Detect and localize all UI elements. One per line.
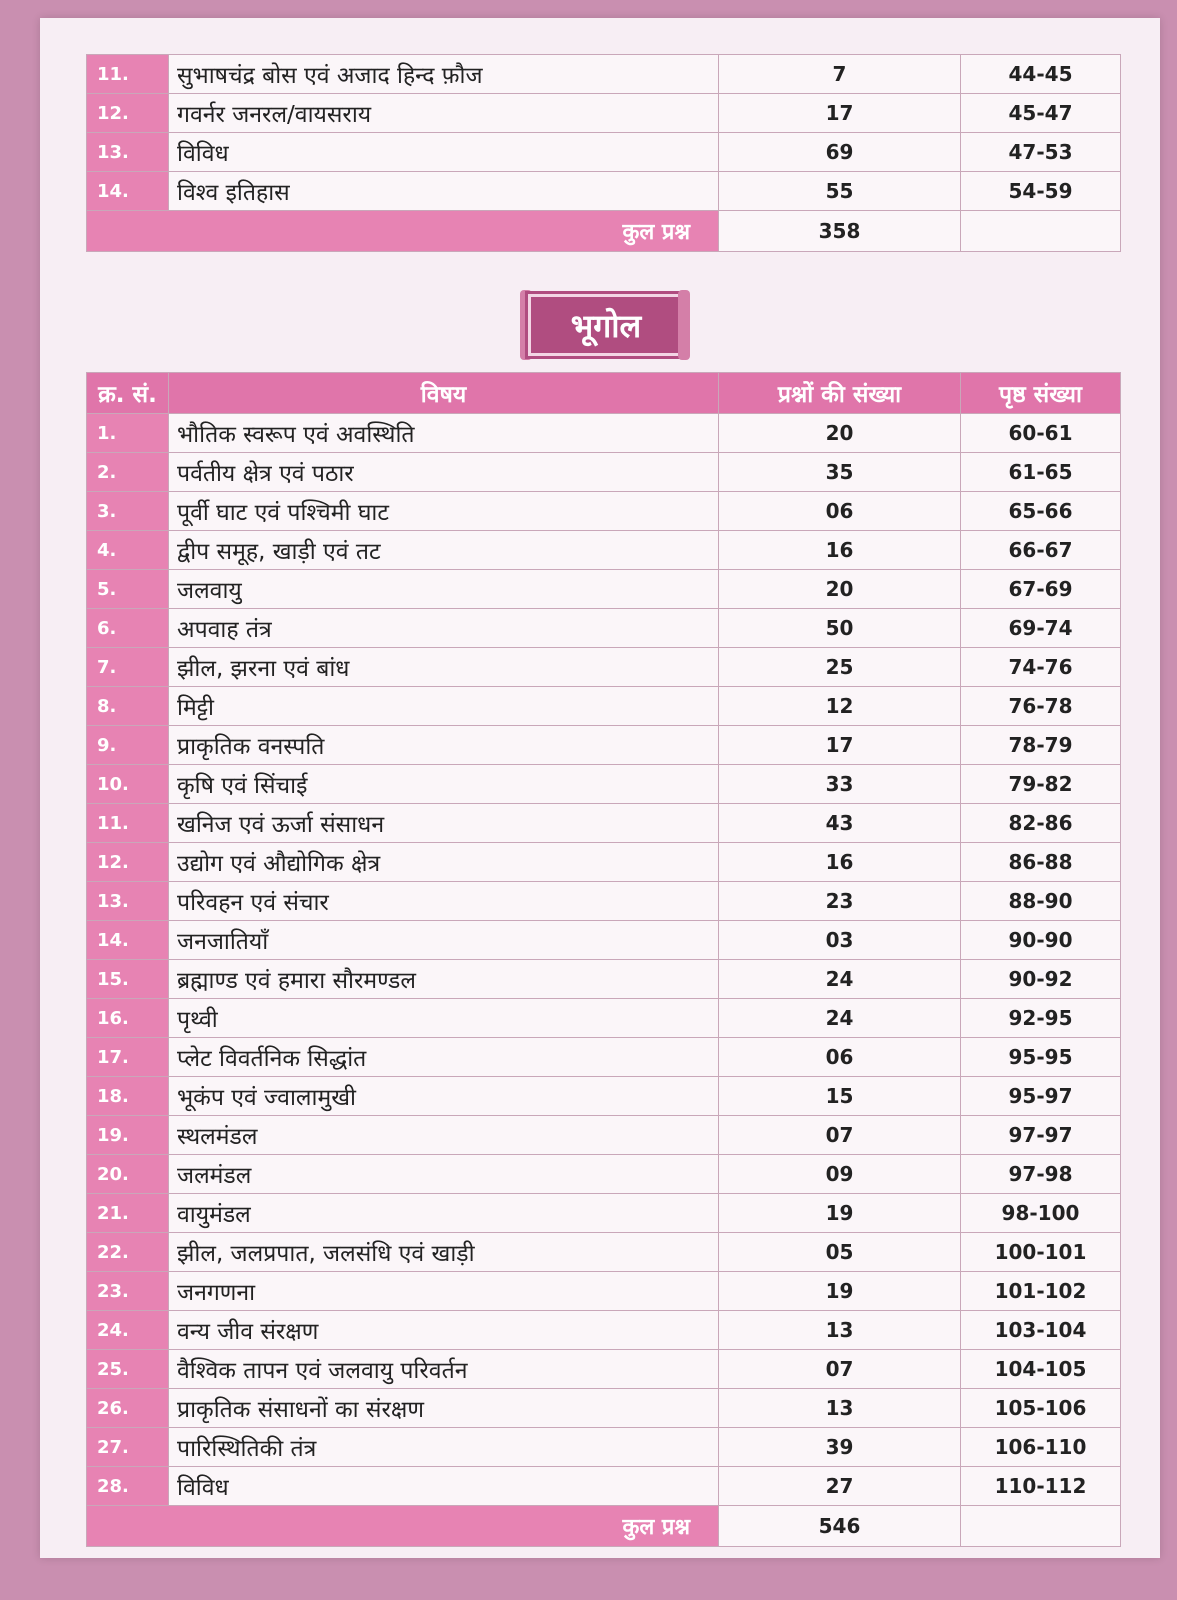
- question-count: 24: [719, 999, 961, 1038]
- subject: जलवायु: [169, 570, 719, 609]
- serial-no: 9.: [87, 726, 169, 765]
- geography-total-count: 546: [719, 1506, 961, 1547]
- page-range: 95-97: [961, 1077, 1121, 1116]
- page-range: 47-53: [961, 133, 1121, 172]
- subject: जनगणना: [169, 1272, 719, 1311]
- question-count: 23: [719, 882, 961, 921]
- table-row: [87, 1194, 1121, 1233]
- table-row: [87, 765, 1121, 804]
- page-range: 86-88: [961, 843, 1121, 882]
- serial-no: 24.: [87, 1311, 169, 1350]
- table-row: [87, 133, 1121, 172]
- serial-no: 21.: [87, 1194, 169, 1233]
- subject: विविध: [169, 1467, 719, 1506]
- subject: वायुमंडल: [169, 1194, 719, 1233]
- subject: भूकंप एवं ज्वालामुखी: [169, 1077, 719, 1116]
- page-range: 79-82: [961, 765, 1121, 804]
- page-range: 66-67: [961, 531, 1121, 570]
- question-count: 19: [719, 1194, 961, 1233]
- serial-no: 11.: [87, 55, 169, 94]
- question-count: 24: [719, 960, 961, 999]
- serial-no: 14.: [87, 921, 169, 960]
- question-count: 03: [719, 921, 961, 960]
- page-range: 54-59: [961, 172, 1121, 211]
- page-range: 60-61: [961, 414, 1121, 453]
- question-count: 15: [719, 1077, 961, 1116]
- page-range: 110-112: [961, 1467, 1121, 1506]
- page-range: 105-106: [961, 1389, 1121, 1428]
- history-table: [86, 54, 1121, 252]
- subject: वन्य जीव संरक्षण: [169, 1311, 719, 1350]
- question-count: 17: [719, 726, 961, 765]
- question-count: 27: [719, 1467, 961, 1506]
- subject: स्थलमंडल: [169, 1116, 719, 1155]
- header-page-number: पृष्ठ संख्या: [961, 373, 1121, 414]
- page-range: 95-95: [961, 1038, 1121, 1077]
- history-total-row: [87, 211, 1121, 252]
- page-range: 82-86: [961, 804, 1121, 843]
- question-count: 13: [719, 1311, 961, 1350]
- serial-no: 7.: [87, 648, 169, 687]
- serial-no: 13.: [87, 882, 169, 921]
- subject: झील, जलप्रपात, जलसंधि एवं खाड़ी: [169, 1233, 719, 1272]
- question-count: 16: [719, 531, 961, 570]
- page-range: 101-102: [961, 1272, 1121, 1311]
- subject: अपवाह तंत्र: [169, 609, 719, 648]
- subject: जलमंडल: [169, 1155, 719, 1194]
- scroll-right-ornament: [678, 290, 690, 360]
- subject: पूर्वी घाट एवं पश्चिमी घाट: [169, 492, 719, 531]
- page-range: 88-90: [961, 882, 1121, 921]
- page-range: 65-66: [961, 492, 1121, 531]
- subject: वैश्विक तापन एवं जलवायु परिवर्तन: [169, 1350, 719, 1389]
- table-row: [87, 453, 1121, 492]
- history-total-label: कुल प्रश्न: [622, 220, 690, 245]
- question-count: 69: [719, 133, 961, 172]
- page-range: 67-69: [961, 570, 1121, 609]
- table-row: [87, 1311, 1121, 1350]
- geography-table: [86, 372, 1121, 1547]
- subject: जनजातियाँ: [169, 921, 719, 960]
- subject: पर्वतीय क्षेत्र एवं पठार: [169, 453, 719, 492]
- serial-no: 5.: [87, 570, 169, 609]
- serial-no: 27.: [87, 1428, 169, 1467]
- table-row: [87, 921, 1121, 960]
- table-row: [87, 1467, 1121, 1506]
- serial-no: 19.: [87, 1116, 169, 1155]
- page-range: 76-78: [961, 687, 1121, 726]
- question-count: 35: [719, 453, 961, 492]
- subject: गवर्नर जनरल/वायसराय: [169, 94, 719, 133]
- table-row: [87, 843, 1121, 882]
- subject: प्राकृतिक वनस्पति: [169, 726, 719, 765]
- subject: पारिस्थितिकी तंत्र: [169, 1428, 719, 1467]
- page-range: 103-104: [961, 1311, 1121, 1350]
- page-range: 78-79: [961, 726, 1121, 765]
- serial-no: 20.: [87, 1155, 169, 1194]
- subject: उद्योग एवं औद्योगिक क्षेत्र: [169, 843, 719, 882]
- table-row: [87, 999, 1121, 1038]
- table-row: [87, 687, 1121, 726]
- table-row: [87, 960, 1121, 999]
- header-serial-no: क्र. सं.: [87, 373, 169, 414]
- subject: परिवहन एवं संचार: [169, 882, 719, 921]
- table-row: [87, 1272, 1121, 1311]
- serial-no: 25.: [87, 1350, 169, 1389]
- serial-no: 10.: [87, 765, 169, 804]
- question-count: 09: [719, 1155, 961, 1194]
- page-range: 44-45: [961, 55, 1121, 94]
- serial-no: 16.: [87, 999, 169, 1038]
- header-subject: विषय: [169, 373, 719, 414]
- table-row: [87, 1077, 1121, 1116]
- table-row: [87, 1116, 1121, 1155]
- serial-no: 18.: [87, 1077, 169, 1116]
- subject: झील, झरना एवं बांध: [169, 648, 719, 687]
- subject: सुभाषचंद्र बोस एवं अजाद हिन्द फ़ौज: [169, 55, 719, 94]
- geography-header-row: [87, 373, 1121, 414]
- section-title: भूगोल: [528, 294, 684, 356]
- page-range: 61-65: [961, 453, 1121, 492]
- serial-no: 8.: [87, 687, 169, 726]
- question-count: 06: [719, 1038, 961, 1077]
- table-row: [87, 172, 1121, 211]
- page-range: 92-95: [961, 999, 1121, 1038]
- subject: कृषि एवं सिंचाई: [169, 765, 719, 804]
- serial-no: 17.: [87, 1038, 169, 1077]
- header-question-count: प्रश्नों की संख्या: [719, 373, 961, 414]
- page-range: 106-110: [961, 1428, 1121, 1467]
- subject: प्राकृतिक संसाधनों का संरक्षण: [169, 1389, 719, 1428]
- serial-no: 4.: [87, 531, 169, 570]
- subject: द्वीप समूह, खाड़ी एवं तट: [169, 531, 719, 570]
- geography-total-label: कुल प्रश्न: [622, 1515, 690, 1540]
- serial-no: 2.: [87, 453, 169, 492]
- table-row: [87, 648, 1121, 687]
- subject: विविध: [169, 133, 719, 172]
- subject: पृथ्वी: [169, 999, 719, 1038]
- question-count: 16: [719, 843, 961, 882]
- history-total-count: 358: [719, 211, 961, 252]
- question-count: 19: [719, 1272, 961, 1311]
- serial-no: 12.: [87, 94, 169, 133]
- subject: भौतिक स्वरूप एवं अवस्थिति: [169, 414, 719, 453]
- table-row: [87, 726, 1121, 765]
- question-count: 43: [719, 804, 961, 843]
- page-range: 97-97: [961, 1116, 1121, 1155]
- question-count: 33: [719, 765, 961, 804]
- question-count: 20: [719, 414, 961, 453]
- question-count: 20: [719, 570, 961, 609]
- section-banner: [520, 290, 690, 360]
- table-row: [87, 55, 1121, 94]
- subject: खनिज एवं ऊर्जा संसाधन: [169, 804, 719, 843]
- serial-no: 3.: [87, 492, 169, 531]
- page-range: 104-105: [961, 1350, 1121, 1389]
- page-range: 74-76: [961, 648, 1121, 687]
- table-row: [87, 1038, 1121, 1077]
- table-row: [87, 1389, 1121, 1428]
- table-row: [87, 531, 1121, 570]
- question-count: 05: [719, 1233, 961, 1272]
- subject: मिट्टी: [169, 687, 719, 726]
- question-count: 17: [719, 94, 961, 133]
- table-row: [87, 1233, 1121, 1272]
- serial-no: 22.: [87, 1233, 169, 1272]
- question-count: 07: [719, 1116, 961, 1155]
- serial-no: 14.: [87, 172, 169, 211]
- serial-no: 28.: [87, 1467, 169, 1506]
- question-count: 7: [719, 55, 961, 94]
- table-row: [87, 570, 1121, 609]
- table-row: [87, 1155, 1121, 1194]
- table-row: [87, 94, 1121, 133]
- page-range: 90-92: [961, 960, 1121, 999]
- question-count: 13: [719, 1389, 961, 1428]
- subject: ब्रह्माण्ड एवं हमारा सौरमण्डल: [169, 960, 719, 999]
- question-count: 50: [719, 609, 961, 648]
- question-count: 12: [719, 687, 961, 726]
- geography-total-row: [87, 1506, 1121, 1547]
- table-row: [87, 1350, 1121, 1389]
- table-row: [87, 804, 1121, 843]
- serial-no: 13.: [87, 133, 169, 172]
- page-range: 98-100: [961, 1194, 1121, 1233]
- table-row: [87, 414, 1121, 453]
- table-row: [87, 1428, 1121, 1467]
- table-row: [87, 882, 1121, 921]
- serial-no: 1.: [87, 414, 169, 453]
- table-row: [87, 609, 1121, 648]
- question-count: 07: [719, 1350, 961, 1389]
- page-range: 45-47: [961, 94, 1121, 133]
- serial-no: 11.: [87, 804, 169, 843]
- subject: प्लेट विवर्तनिक सिद्धांत: [169, 1038, 719, 1077]
- question-count: 06: [719, 492, 961, 531]
- page-range: 69-74: [961, 609, 1121, 648]
- subject: विश्व इतिहास: [169, 172, 719, 211]
- serial-no: 26.: [87, 1389, 169, 1428]
- page-range: 100-101: [961, 1233, 1121, 1272]
- table-row: [87, 492, 1121, 531]
- page-range: 97-98: [961, 1155, 1121, 1194]
- serial-no: 6.: [87, 609, 169, 648]
- serial-no: 12.: [87, 843, 169, 882]
- question-count: 25: [719, 648, 961, 687]
- serial-no: 23.: [87, 1272, 169, 1311]
- question-count: 39: [719, 1428, 961, 1467]
- page-range: 90-90: [961, 921, 1121, 960]
- question-count: 55: [719, 172, 961, 211]
- serial-no: 15.: [87, 960, 169, 999]
